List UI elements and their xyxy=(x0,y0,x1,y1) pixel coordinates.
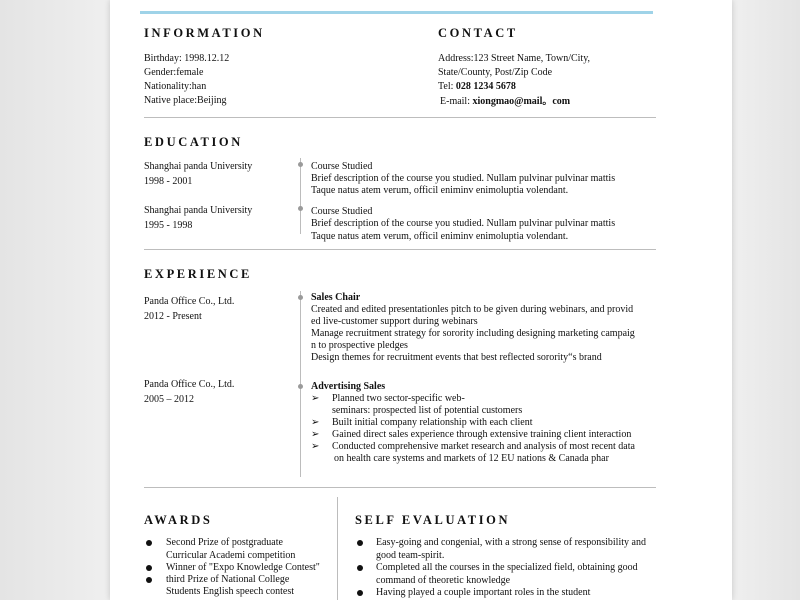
page-shadow-right xyxy=(732,0,800,600)
contact-tel-value: 028 1234 5678 xyxy=(455,81,516,92)
exp-dates: 2005 – 2012 xyxy=(144,394,194,405)
exp-detail: Design themes for recruitment events that best reflected sorority“s brand xyxy=(311,352,602,363)
exp-job-title: Advertising Sales xyxy=(311,381,386,392)
bullet-icon xyxy=(357,540,363,546)
information-heading: INFORMATION xyxy=(144,26,265,40)
info-gender: Gender:female xyxy=(144,67,204,78)
contact-email-value: xiongmao@mail。com xyxy=(472,96,571,107)
award-line: Winner of "Expo Knowledge Contest" xyxy=(166,562,320,573)
info-birthday: Birthday: 1998.12.12 xyxy=(144,53,230,64)
exp-detail: Gained direct sales experience through extensive training client interaction xyxy=(332,429,632,440)
divider xyxy=(144,487,656,488)
bullet-icon xyxy=(357,590,363,596)
exp-detail: Conducted comprehensive market research and analysis of most recent data xyxy=(332,441,635,452)
edu-course-desc: Taque natus atem verum, officil eniminv enimoluptia volendant. xyxy=(311,231,569,242)
contact-email-label: E-mail: xyxy=(440,96,470,107)
exp-detail: on health care systems and markets of 12 EU nations & Canada phar xyxy=(334,453,609,464)
contact-tel xyxy=(438,80,516,93)
edu-course-desc: Taque natus atem verum, officil eniminv enimoluptia volendant. xyxy=(311,185,569,196)
arrow-bullet-icon: ➢ xyxy=(311,441,320,452)
award-line: Second Prize of postgraduate xyxy=(166,537,283,548)
info-native-place: Native place:Beijing xyxy=(144,95,227,106)
edu-dates: 1995 - 1998 xyxy=(144,220,193,231)
award-line: third Prize of National College xyxy=(166,574,290,585)
exp-detail: Created and edited presentationles pitch to be given during webinars, and provid xyxy=(311,304,634,315)
bullet-icon xyxy=(146,540,152,546)
self-eval-line: Having played a couple important roles in the student xyxy=(376,587,591,598)
arrow-bullet-icon: ➢ xyxy=(311,429,320,440)
exp-detail: ed live-customer support during webinars xyxy=(311,316,478,327)
edu-course-desc: Brief description of the course you studied. Nullam pulvinar pulvinar mattis xyxy=(311,173,616,184)
column-divider xyxy=(337,497,338,600)
exp-job-title: Sales Chair xyxy=(311,292,361,303)
arrow-bullet-icon: ➢ xyxy=(311,393,320,404)
edu-course-desc: Brief description of the course you studied. Nullam pulvinar pulvinar mattis xyxy=(311,218,616,229)
award-line: Curricular Academi competition xyxy=(166,550,296,561)
timeline-dot xyxy=(298,206,303,211)
bullet-icon xyxy=(357,565,363,571)
exp-detail: seminars: prospected list of potential customers xyxy=(332,405,523,416)
award-line: Students English speech contest xyxy=(166,586,295,597)
contact-heading: CONTACT xyxy=(438,26,518,40)
bullet-icon xyxy=(146,577,152,583)
timeline-dot xyxy=(298,384,303,389)
page-shadow-left xyxy=(0,0,110,600)
exp-company: Panda Office Co., Ltd. xyxy=(144,379,235,390)
self-eval-line: good team-spirit. xyxy=(376,550,445,561)
edu-school: Shanghai panda University xyxy=(144,161,253,172)
contact-address-line1: Address:123 Street Name, Town/City, xyxy=(438,53,591,64)
info-nationality: Nationality:han xyxy=(144,81,207,92)
edu-course-title: Course Studied xyxy=(311,161,373,172)
self-eval-line: command of theoretic knowledge xyxy=(376,575,511,586)
divider xyxy=(144,249,656,250)
exp-detail: Planned two sector-specific web- xyxy=(332,393,465,404)
edu-dates: 1998 - 2001 xyxy=(144,176,193,187)
timeline-line xyxy=(300,158,301,234)
timeline-dot xyxy=(298,162,303,167)
self-eval-line: Easy-going and congenial, with a strong sense of responsibility and xyxy=(376,537,646,548)
contact-tel-label: Tel: xyxy=(438,81,454,92)
exp-detail: Built initial company relationship with each client xyxy=(332,417,533,428)
bullet-icon xyxy=(146,565,152,571)
exp-company: Panda Office Co., Ltd. xyxy=(144,296,235,307)
exp-dates: 2012 - Present xyxy=(144,311,202,322)
divider xyxy=(144,117,656,118)
awards-heading: AWARDS xyxy=(144,513,213,527)
self-eval-line: Completed all the courses in the specialized field, obtaining good xyxy=(376,562,638,573)
education-heading: EDUCATION xyxy=(144,135,243,149)
accent-bar xyxy=(140,11,653,14)
contact-address-line2: State/County, Post/Zip Code xyxy=(438,67,553,78)
timeline-dot xyxy=(298,295,303,300)
exp-detail: n to prospective pledges xyxy=(311,340,408,351)
edu-course-title: Course Studied xyxy=(311,206,373,217)
edu-school: Shanghai panda University xyxy=(144,205,253,216)
exp-detail: Manage recruitment strategy for sorority including designing marketing campaig xyxy=(311,328,635,339)
experience-heading: EXPERIENCE xyxy=(144,267,252,281)
resume-page xyxy=(110,0,732,600)
self-evaluation-heading: SELF EVALUATION xyxy=(355,513,511,527)
arrow-bullet-icon: ➢ xyxy=(311,417,320,428)
contact-email xyxy=(440,95,570,108)
